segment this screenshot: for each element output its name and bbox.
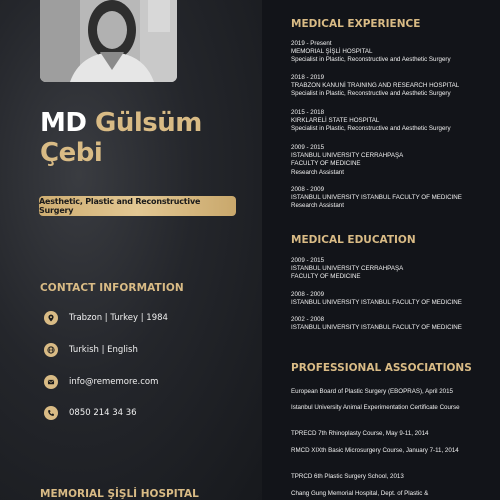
association-item: TPRCD 6th Plastic Surgery School, 2013: [291, 473, 404, 480]
globe-icon: [44, 343, 58, 357]
association-item: Istanbul University Animal Experimentation Certificate Course: [291, 404, 460, 411]
education-entry: [291, 257, 496, 282]
contact-email-text[interactable]: info@rememore.com: [69, 377, 159, 387]
experience-entry: [291, 186, 496, 211]
entry-years: 2018 - 2019: [291, 74, 325, 81]
education-section-title: MEDICAL EDUCATION: [291, 234, 416, 246]
doctor-name: [40, 108, 202, 168]
entry-institution: ISTANBUL UNIVERSITY CERRAHPAŞA: [291, 265, 404, 273]
entry-faculty: FACULTY OF MEDICINE: [291, 160, 361, 168]
association-item: TPRECD 7th Rhinoplasty Course, May 9-11, 2014: [291, 430, 429, 437]
contact-phone-text[interactable]: 0850 214 34 36: [69, 408, 137, 418]
contact-section-title: CONTACT INFORMATION: [40, 282, 184, 294]
entry-years: 2009 - 2015: [291, 257, 325, 264]
association-item: Chang Gung Memorial Hospital, Dept. of Plastic &: [291, 490, 429, 497]
entry-institution: ISTANBUL UNIVERSITY ISTANBUL FACULTY OF MEDICINE: [291, 299, 462, 307]
contact-languages: [44, 342, 138, 358]
contact-location: [44, 310, 168, 326]
experience-entry: [291, 109, 496, 134]
hospital-section-title: MEMORIAL ŞİŞLİ HOSPITAL: [40, 488, 199, 500]
entry-years: 2002 - 2008: [291, 316, 325, 323]
entry-institution: KIRKLARELİ STATE HOSPITAL: [291, 117, 380, 125]
experience-section-title: MEDICAL EXPERIENCE: [291, 18, 421, 30]
entry-institution: MEMORIAL ŞİŞLİ HOSPITAL: [291, 48, 373, 56]
contact-location-text: Trabzon | Turkey | 1984: [69, 313, 168, 323]
entry-institution: ISTANBUL UNIVERSITY ISTANBUL FACULTY OF MEDICINE: [291, 324, 462, 332]
specialty-badge: Aesthetic, Plastic and Reconstructive Surgery: [39, 196, 236, 216]
entry-institution: ISTANBUL UNIVERSITY CERRAHPAŞA: [291, 152, 404, 160]
contact-email[interactable]: [44, 374, 158, 390]
education-entry: [291, 316, 496, 332]
association-item: RMCD XIXth Basic Microsurgery Course, January 7-11, 2014: [291, 447, 459, 454]
entry-years: 2009 - 2015: [291, 144, 325, 151]
name-prefix: MD: [40, 108, 87, 138]
experience-entry: [291, 74, 496, 99]
associations-section-title: PROFESSIONAL ASSOCIATIONS: [291, 362, 472, 374]
entry-role: Research Assistant: [291, 202, 344, 210]
entry-years: 2019 - Present: [291, 40, 332, 47]
entry-institution: TRABZON KANUNİ TRAINING AND RESEARCH HOSPITAL: [291, 82, 460, 90]
last-name: Çebi: [40, 138, 103, 168]
entry-role: Research Assistant: [291, 168, 344, 176]
experience-entry: [291, 40, 496, 65]
experience-entry: [291, 144, 496, 177]
entry-years: 2008 - 2009: [291, 291, 325, 298]
association-item: European Board of Plastic Surgery (EBOPRAS), April 2015: [291, 388, 453, 395]
contact-phone[interactable]: [44, 405, 137, 421]
mail-icon: [44, 375, 58, 389]
entry-years: 2008 - 2009: [291, 186, 325, 193]
entry-institution: ISTANBUL UNIVERSITY ISTANBUL FACULTY OF MEDICINE: [291, 194, 462, 202]
location-pin-icon: [44, 311, 58, 325]
entry-role: Specialist in Plastic, Reconstructive and Aesthetic Surgery: [291, 56, 451, 64]
entry-role: Specialist in Plastic, Reconstructive and Aesthetic Surgery: [291, 125, 451, 133]
portrait-image: [40, 0, 177, 82]
profile-photo: [40, 0, 177, 82]
entry-role: Specialist in Plastic, Reconstructive and Aesthetic Surgery: [291, 90, 451, 98]
entry-faculty: FACULTY OF MEDICINE: [291, 273, 361, 281]
education-entry: [291, 291, 496, 307]
entry-years: 2015 - 2018: [291, 109, 325, 116]
phone-icon: [44, 406, 58, 420]
right-panel: [262, 0, 500, 500]
first-name: Gülsüm: [95, 108, 202, 138]
contact-languages-text: Turkish | English: [69, 345, 138, 355]
